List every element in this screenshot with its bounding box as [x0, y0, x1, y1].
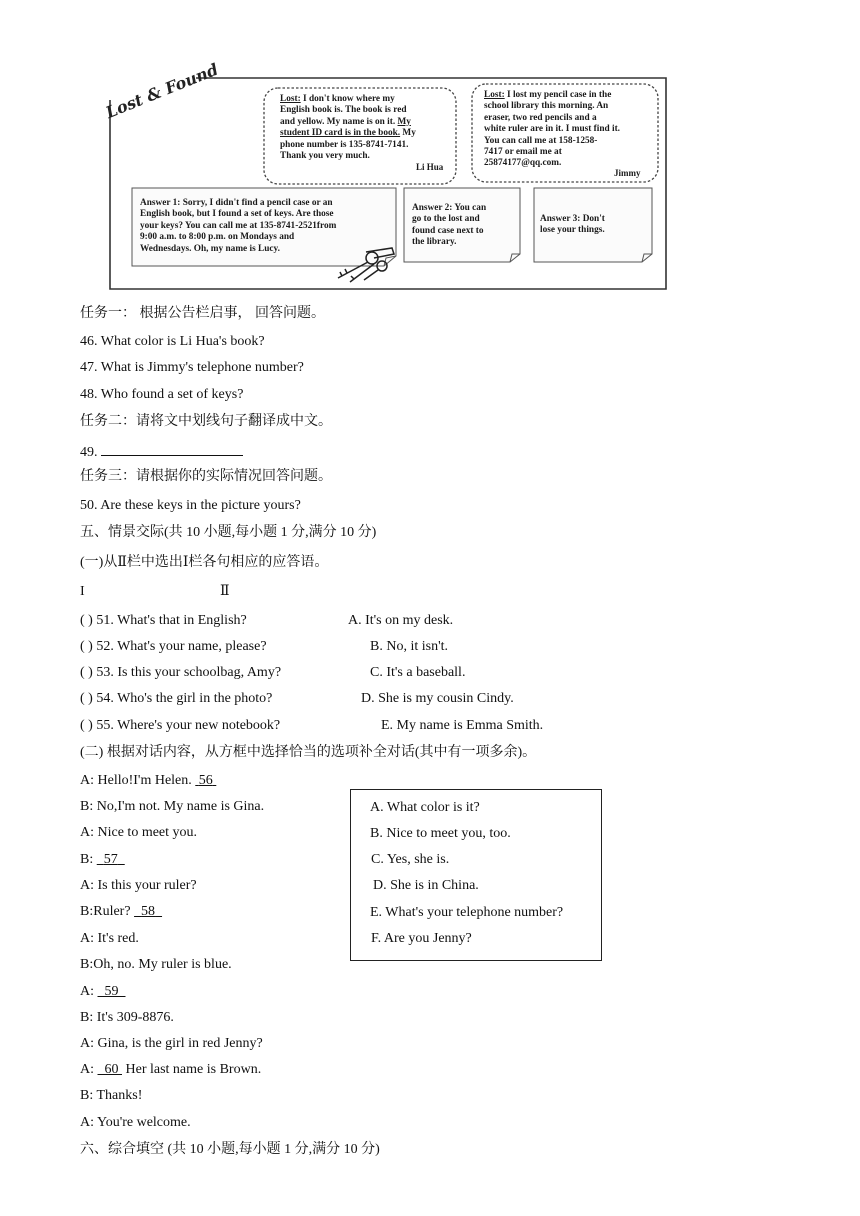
question-49-number: 49.	[80, 445, 101, 460]
part-2-instruction: (二) 根据对话内容，从方框中选择恰当的选项补全对话(其中有一项多余)。	[80, 745, 537, 760]
column-2-header: Ⅱ	[220, 584, 230, 599]
signer-lihua: Li Hua	[416, 162, 444, 172]
dialog-text: B:Ruler?	[80, 904, 135, 919]
dialog-text: B:	[80, 852, 97, 867]
logo-text: Lost & Found	[102, 59, 221, 123]
question-47: 47. What is Jimmy's telephone number?	[80, 360, 304, 375]
keys-icon	[328, 244, 398, 284]
notice-line: I don't know where my	[300, 94, 395, 104]
option-e: E. What's your telephone number?	[370, 905, 564, 920]
dialog-line: A: It's red.	[80, 931, 139, 946]
answer-line: the library.	[412, 237, 457, 248]
match-answer-a: A. It's on my desk.	[348, 613, 454, 628]
notice-line: My	[400, 128, 416, 139]
dialog-line: B: It's 309-8876.	[80, 1010, 174, 1025]
match-question-52: ( ) 52. What's your name, please?	[80, 639, 267, 654]
match-answer-d: D. She is my cousin Cindy.	[361, 691, 514, 706]
option-f: F. Are you Jenny?	[371, 931, 472, 946]
answer-line: your keys? You can call me at 135-8741-2521from	[140, 220, 337, 231]
underlined-sentence: student ID card is in the book.	[280, 128, 401, 139]
match-question-51: ( ) 51. What's that in English?	[80, 613, 247, 628]
dialog-text: Her last name is Brown.	[122, 1062, 262, 1077]
answer-line: Answer 3: Don't	[540, 214, 605, 224]
notice-line: I lost my pencil case in the	[504, 90, 612, 100]
option-d: D. She is in China.	[373, 878, 479, 893]
dialog-text: A: Hello!I'm Helen.	[80, 773, 196, 788]
dialog-line: A: Is this your ruler?	[80, 878, 197, 893]
answer-line: Answer 2: You can	[412, 203, 487, 213]
dialog-text: A:	[80, 984, 98, 999]
question-50: 50. Are these keys in the picture yours?	[80, 498, 301, 513]
blank-number: 57	[103, 852, 118, 867]
answer-line: Wednesdays. Oh, my name is Lucy.	[140, 243, 280, 254]
answer-line: Answer 1: Sorry, I didn't find a pencil case or an	[140, 198, 333, 208]
part-1-instruction: (一)从Ⅱ栏中选出Ⅰ栏各句相应的应答语。	[80, 555, 329, 570]
blank-number: 59	[104, 984, 119, 999]
dialog-line: A: You're welcome.	[80, 1115, 191, 1130]
dialog-line: B:Oh, no. My ruler is blue.	[80, 957, 232, 972]
notice-label: Lost:	[484, 90, 505, 100]
task1-instruction: 任务一： 根据公告栏启事， 回答问题。	[80, 306, 325, 321]
underlined-sentence-start: My	[397, 116, 411, 127]
notice-line: school library this morning. An	[484, 101, 609, 112]
blank-number: 58	[141, 904, 156, 919]
match-question-54: ( ) 54. Who's the girl in the photo?	[80, 691, 273, 706]
dialog-line: A: Gina, is the girl in red Jenny?	[80, 1036, 263, 1051]
signer-jimmy: Jimmy	[614, 168, 641, 178]
question-49	[80, 441, 243, 462]
dialog-text: A:	[80, 1062, 98, 1077]
notice-line: 7417 or email me at	[484, 147, 562, 158]
question-46: 46. What color is Li Hua's book?	[80, 334, 265, 349]
match-answer-e: E. My name is Emma Smith.	[381, 718, 544, 733]
answer-1	[140, 198, 336, 255]
lost-and-found-logo	[96, 59, 221, 123]
match-answer-c: C. It's a baseball.	[370, 665, 466, 680]
task2-instruction: 任务二：请将文中划线句子翻译成中文。	[80, 414, 332, 429]
dialog-line	[80, 983, 126, 1001]
notice-jimmy	[484, 90, 620, 170]
dialog-line	[80, 903, 162, 921]
dialog-line: B: No,I'm not. My name is Gina.	[80, 799, 265, 814]
answer-line: English book, but I found a set of keys. Are those	[140, 209, 334, 220]
blank-58[interactable]	[134, 904, 162, 919]
question-48: 48. Who found a set of keys?	[80, 387, 244, 402]
blank-56[interactable]	[195, 773, 216, 788]
option-b: B. Nice to meet you, too.	[370, 826, 511, 841]
answer-line: found case next to	[412, 225, 484, 236]
blank-60[interactable]	[98, 1062, 123, 1077]
answer-3	[540, 214, 605, 237]
column-1-header: I	[80, 584, 85, 599]
option-c: C. Yes, she is.	[371, 852, 450, 867]
notice-line: and yellow. My name is on it.	[280, 116, 398, 127]
dialog-line: B: Thanks!	[80, 1088, 143, 1103]
answer-2	[412, 203, 486, 249]
answer-line: go to the lost and	[412, 214, 480, 225]
notice-line: Thank you very much.	[280, 151, 370, 162]
task3-instruction: 任务三：请根据你的实际情况回答问题。	[80, 469, 332, 484]
answer-blank-49[interactable]	[101, 441, 243, 456]
match-question-53: ( ) 53. Is this your schoolbag, Amy?	[80, 665, 282, 680]
notice-line: white ruler are in it. I must find it.	[484, 124, 621, 135]
lost-and-found-board	[96, 60, 670, 292]
dialog-line	[80, 772, 216, 790]
notice-line: 25874177@qq.com.	[484, 158, 562, 169]
section-6-heading: 六、综合填空 (共 10 小题,每小题 1 分,满分 10 分)	[80, 1142, 380, 1157]
answer-line: lose your things.	[540, 225, 605, 236]
blank-57[interactable]	[97, 852, 125, 867]
section-5-heading: 五、情景交际(共 10 小题,每小题 1 分,满分 10 分)	[80, 525, 377, 540]
notice-label: Lost:	[280, 94, 301, 104]
dialog-line	[80, 1061, 261, 1079]
match-answer-b: B. No, it isn't.	[370, 639, 448, 654]
blank-number: 56	[198, 773, 213, 788]
notice-lihua	[280, 94, 416, 162]
blank-59[interactable]	[98, 984, 126, 999]
option-a: A. What color is it?	[370, 800, 480, 815]
dialog-line: A: Nice to meet you.	[80, 825, 198, 840]
notice-line: phone number is 135-8741-7141.	[280, 139, 409, 150]
match-question-55: ( ) 55. Where's your new notebook?	[80, 718, 281, 733]
notice-line: English book is. The book is red	[280, 105, 407, 116]
blank-number: 60	[104, 1062, 119, 1077]
notice-line: You can call me at 158-1258-	[484, 135, 598, 146]
notice-line: eraser, two red pencils and a	[484, 112, 597, 123]
dialog-line	[80, 851, 125, 869]
answer-line: 9:00 a.m. to 8:00 p.m. on Mondays and	[140, 232, 295, 243]
